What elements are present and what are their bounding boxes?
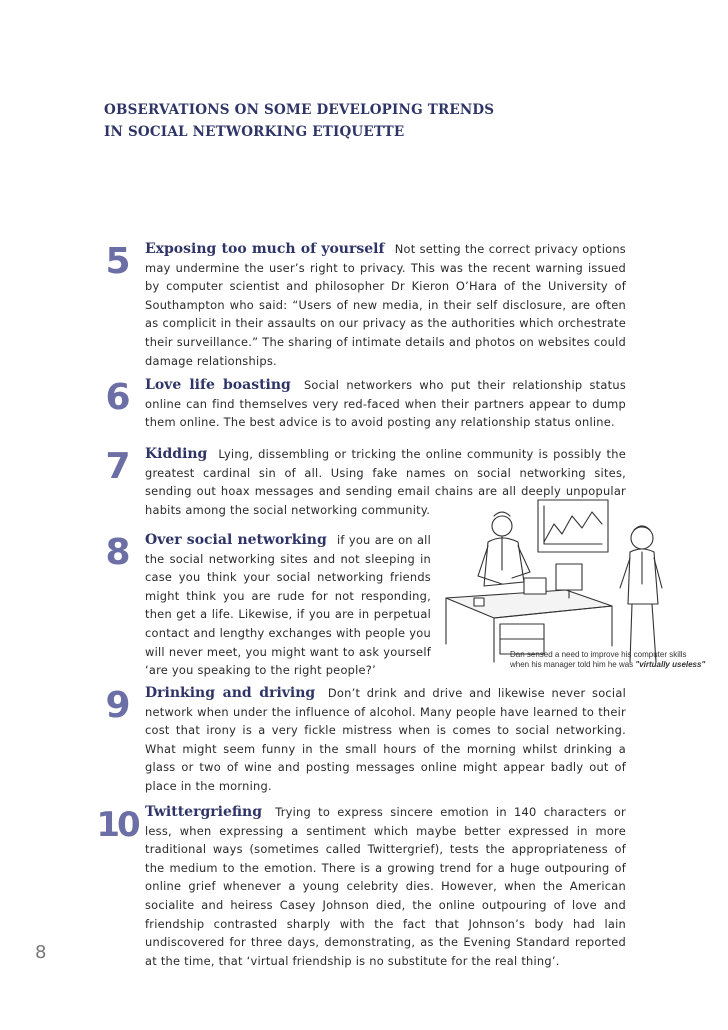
cartoon-caption-line-1: Dan sensed a need to improve his computer skills [510,650,687,659]
entry-body [145,803,626,970]
entry-title: Kidding [145,446,208,462]
office-cartoon-illustration [436,494,684,670]
page-number: 8 [35,942,47,963]
entry-title: Over social networking [145,532,327,548]
page-heading [104,99,624,143]
cartoon-caption-line-2 [510,660,705,669]
entry-title: Exposing too much of yourself [145,241,385,257]
entry-title: Drinking and driving [145,685,316,701]
entry-title: Twittergriefing [145,804,263,820]
entry-text: Social networkers who put their relationship status online can find themselves very red-faced when their partners appear to dump them online. The best advice is to avoid posting any relationship status online. [145,378,626,430]
entry-text: if you are on all the social networking sites and not sleeping in case you think your social networking friends might think you are rude for not responding, then get a life. Likewise, if you are in perpetual contact and lengthy exchanges with people you will never meet, you might want to ask yourself ‘are you speaking to the right people?’ [145,533,432,678]
entry-number: 7 [105,446,129,487]
entry-number: 10 [96,805,138,845]
entry-text: Trying to express sincere emotion in 140 characters or less, when expressing a sentiment which maybe better expressed in more traditional ways (sometimes called Twittergrief), tests the appropriateness of the medium to the emotion. There is a growing trend for a huge outpouring of online grief whenever a young celebrity dies. However, when the American socialite and heiress Casey Johnson died, the online outpouring of love and friendship contrasted sharply with the fact that Johnson’s body had lain undiscovered for three days, demonstrating, as the Evening Standard reported at the time, that ‘virtual friendship is no substitute for the real thing’. [145,805,626,968]
entry-body [145,684,626,796]
entry-body [145,531,431,680]
heading-line-2: IN SOCIAL NETWORKING ETIQUETTE [104,124,405,140]
entry-body [145,376,626,432]
entry-text: Lying, dissembling or tricking the online community is possibly the greatest cardinal sin of all. Using fake names on social networking sites, sending out hoax messages and sending email chains are all deeply unpopular habits among the social networking community. [145,447,627,517]
entry-number: 8 [105,532,129,573]
entry-text: Don’t drink and drive and likewise never social network when under the influence of alcohol. Many people have learned to their cost that irony is a very fickle mistress when is comes to social networking. What might seem funny in the small hours of the morning whilst drinking a glass or two of wine and posting messages online might appear badly out of place in the morning. [145,686,626,793]
entry-body [145,240,626,370]
cartoon-caption-text: when his manager told him he was [510,660,636,669]
entry-title: Love life boasting [145,377,291,393]
entry-text: Not setting the correct privacy options may undermine the user’s right to privacy. This was the recent warning issued by computer scientist and philosopher Dr Kieron O’Hara of the University of Southampton who said: “Users of new media, in their self disclosure, are often as complicit in their assaults on our privacy as the authorities which orchestrate their surveillance.” The sharing of intimate details and photos on websites could damage relationships. [145,242,626,368]
entry-number: 5 [105,241,129,282]
entry-number: 9 [105,685,129,726]
cartoon-caption-quote: "virtually useless" [635,660,706,669]
entry-number: 6 [105,377,129,418]
heading-line-1: OBSERVATIONS ON SOME DEVELOPING TRENDS [104,102,495,118]
